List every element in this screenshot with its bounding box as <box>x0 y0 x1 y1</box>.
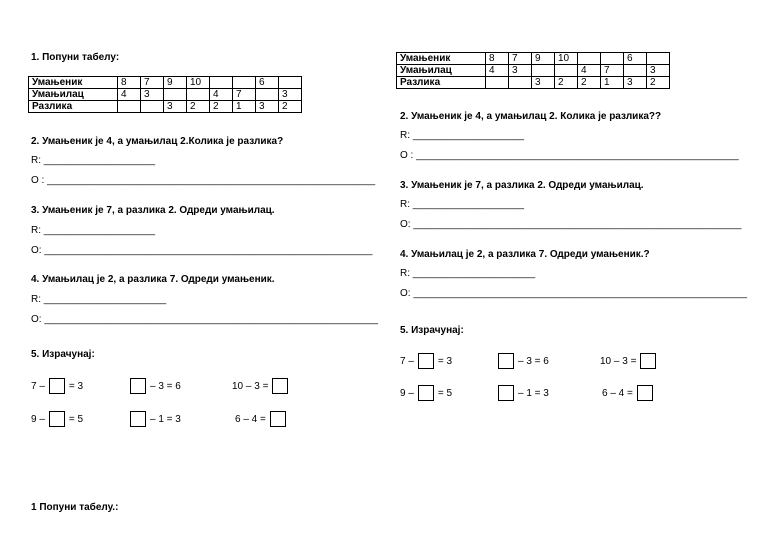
expr-text: 10 – 3 = <box>232 380 269 392</box>
table-cell[interactable]: 3 <box>256 101 279 113</box>
table-cell[interactable] <box>509 77 532 89</box>
expr-text: 9 – <box>31 413 45 425</box>
answer-box[interactable] <box>130 378 146 394</box>
expr-text: 9 – <box>400 387 414 399</box>
left-q4-title: 4. Умањилац је 2, а разлика 7. Одреди умањеник. <box>31 274 275 285</box>
table-cell[interactable]: 2 <box>210 101 233 113</box>
right-q4-answer-line[interactable]: R: ______________________ <box>400 268 536 279</box>
footer-q1-title: 1 Попуни табелу.: <box>31 502 119 513</box>
table-cell[interactable] <box>486 77 509 89</box>
table-cell[interactable]: 1 <box>601 77 624 89</box>
left-q1-title: 1. Попуни табелу: <box>31 52 120 63</box>
answer-box[interactable] <box>498 385 514 401</box>
right-q4-response-line[interactable]: O: ____________________________________________________________ <box>400 288 748 299</box>
table-row <box>29 89 302 101</box>
right-calc-2b <box>498 385 549 401</box>
left-q3-response-line[interactable]: O: ___________________________________________________________ <box>31 245 373 256</box>
table-cell[interactable] <box>601 53 624 65</box>
right-calc-2c <box>602 385 653 401</box>
expr-text: 6 – 4 = <box>235 413 266 425</box>
table-cell[interactable]: 2 <box>187 101 210 113</box>
table-cell[interactable] <box>279 77 302 89</box>
left-q3-answer-line[interactable]: R: ____________________ <box>31 225 156 236</box>
left-calc-2a <box>31 411 83 427</box>
table-cell[interactable] <box>532 65 555 77</box>
row-label: Умањеник <box>397 53 486 65</box>
table-cell[interactable]: 4 <box>578 65 601 77</box>
table-cell[interactable]: 10 <box>187 77 210 89</box>
left-q4-answer-line[interactable]: R: ______________________ <box>31 294 167 305</box>
answer-box[interactable] <box>49 411 65 427</box>
table-cell[interactable]: 9 <box>164 77 187 89</box>
table-cell[interactable]: 4 <box>210 89 233 101</box>
table-cell[interactable] <box>555 65 578 77</box>
expr-text: = 3 <box>437 355 453 367</box>
row-label: Умањилац <box>29 89 118 101</box>
table-cell[interactable]: 3 <box>164 101 187 113</box>
answer-box[interactable] <box>418 385 434 401</box>
left-calc-1a <box>31 378 83 394</box>
answer-box[interactable] <box>49 378 65 394</box>
expr-text: – 1 = 3 <box>150 413 181 425</box>
table-cell[interactable]: 2 <box>279 101 302 113</box>
left-q2-response-line[interactable]: O : ___________________________________________________________ <box>31 175 376 186</box>
expr-text: 7 – <box>31 380 45 392</box>
row-label: Умањеник <box>29 77 118 89</box>
table-cell[interactable]: 9 <box>532 53 555 65</box>
table-cell[interactable] <box>233 77 256 89</box>
table-cell[interactable] <box>624 65 647 77</box>
right-calc-1c <box>600 353 656 369</box>
expr-text: = 5 <box>437 387 453 399</box>
answer-box[interactable] <box>270 411 286 427</box>
right-calc-2a <box>400 385 452 401</box>
right-q2-title: 2. Умањеник је 4, а умањилац 2. Колика је разлика?? <box>400 111 662 122</box>
right-q3-title: 3. Умањеник је 7, а разлика 2. Одреди умањилац. <box>400 180 644 191</box>
table-cell[interactable] <box>141 101 164 113</box>
table-row <box>397 77 670 89</box>
right-q2-response-line[interactable]: O : __________________________________________________________ <box>400 150 739 161</box>
table-cell[interactable]: 7 <box>509 53 532 65</box>
table-cell[interactable]: 4 <box>118 89 141 101</box>
left-calc-2b <box>130 411 181 427</box>
left-q5-title: 5. Израчунај: <box>31 349 95 360</box>
table-row <box>397 65 670 77</box>
table-cell[interactable]: 3 <box>141 89 164 101</box>
left-calc-2c <box>235 411 286 427</box>
left-q2-title: 2. Умањеник је 4, а умањилац 2.Колика је разлика? <box>31 136 284 147</box>
row-label: Разлика <box>397 77 486 89</box>
table-cell[interactable] <box>578 53 601 65</box>
expr-text: – 3 = 6 <box>518 355 549 367</box>
table-row <box>397 53 670 65</box>
table-cell[interactable]: 3 <box>279 89 302 101</box>
table-cell[interactable] <box>256 89 279 101</box>
left-table <box>28 76 302 113</box>
answer-box[interactable] <box>418 353 434 369</box>
table-cell[interactable]: 4 <box>486 65 509 77</box>
right-q5-title: 5. Израчунај: <box>400 325 464 336</box>
left-calc-1b <box>130 378 181 394</box>
expr-text: 10 – 3 = <box>600 355 637 367</box>
right-q2-answer-line[interactable]: R: ____________________ <box>400 130 525 141</box>
table-row <box>29 77 302 89</box>
table-cell[interactable]: 10 <box>555 53 578 65</box>
table-cell[interactable]: 2 <box>578 77 601 89</box>
right-table <box>396 52 670 89</box>
table-cell[interactable]: 6 <box>256 77 279 89</box>
left-q4-response-line[interactable]: O: ____________________________________________________________ <box>31 314 379 325</box>
table-row <box>29 101 302 113</box>
table-cell[interactable]: 7 <box>233 89 256 101</box>
table-cell[interactable] <box>187 89 210 101</box>
row-label: Разлика <box>29 101 118 113</box>
table-cell[interactable]: 1 <box>233 101 256 113</box>
row-label: Умањилац <box>397 65 486 77</box>
expr-text: = 5 <box>68 413 84 425</box>
table-cell[interactable]: 3 <box>509 65 532 77</box>
table-cell[interactable]: 8 <box>486 53 509 65</box>
table-cell[interactable]: 7 <box>141 77 164 89</box>
expr-text: – 1 = 3 <box>518 387 549 399</box>
expr-text: = 3 <box>68 380 84 392</box>
right-q4-title: 4. Умањилац је 2, а разлика 7. Одреди умањеник.? <box>400 249 650 260</box>
table-cell[interactable] <box>647 53 670 65</box>
right-q3-answer-line[interactable]: R: ____________________ <box>400 199 525 210</box>
table-cell[interactable] <box>118 101 141 113</box>
expr-text: 7 – <box>400 355 414 367</box>
left-calc-1c <box>232 378 288 394</box>
table-cell[interactable]: 2 <box>555 77 578 89</box>
table-cell[interactable]: 6 <box>624 53 647 65</box>
answer-box[interactable] <box>130 411 146 427</box>
table-cell[interactable]: 7 <box>601 65 624 77</box>
answer-box[interactable] <box>272 378 288 394</box>
answer-box[interactable] <box>640 353 656 369</box>
left-q2-answer-line[interactable]: R: ____________________ <box>31 155 156 166</box>
table-cell[interactable]: 8 <box>118 77 141 89</box>
right-calc-1b <box>498 353 549 369</box>
answer-box[interactable] <box>498 353 514 369</box>
table-cell[interactable] <box>164 89 187 101</box>
table-cell[interactable]: 3 <box>624 77 647 89</box>
table-cell[interactable]: 3 <box>647 65 670 77</box>
left-q3-title: 3. Умањеник је 7, а разлика 2. Одреди умањилац. <box>31 205 275 216</box>
right-q3-response-line[interactable]: O: ___________________________________________________________ <box>400 219 742 230</box>
table-cell[interactable]: 3 <box>532 77 555 89</box>
expr-text: 6 – 4 = <box>602 387 633 399</box>
table-cell[interactable]: 2 <box>647 77 670 89</box>
table-cell[interactable] <box>210 77 233 89</box>
right-calc-1a <box>400 353 452 369</box>
answer-box[interactable] <box>637 385 653 401</box>
expr-text: – 3 = 6 <box>150 380 181 392</box>
